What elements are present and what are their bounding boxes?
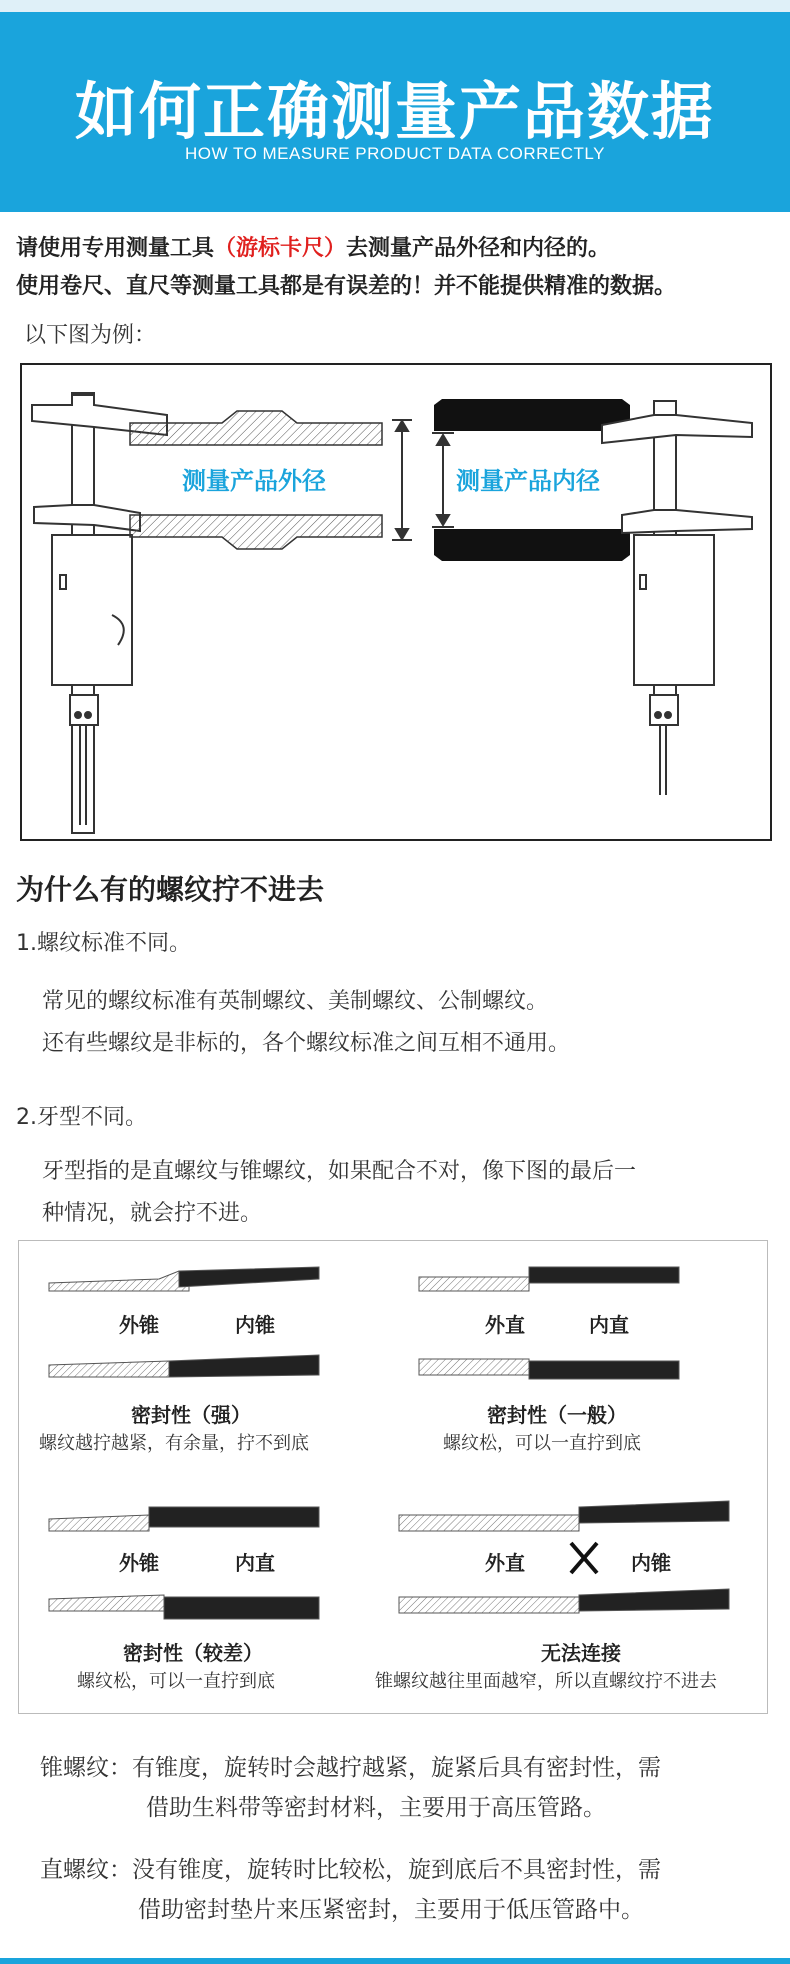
reason-1-title: 1.螺纹标准不同。 bbox=[16, 931, 191, 956]
q2-note: 螺纹松，可以一直拧到底 bbox=[443, 1433, 641, 1454]
q2-right-label: 内直 bbox=[589, 1313, 629, 1337]
q4-right-label: 内锥 bbox=[631, 1551, 671, 1575]
outer-diameter-label: 测量产品外径 bbox=[182, 467, 326, 495]
thread-q2-icon bbox=[419, 1267, 679, 1379]
straight-thread-def-line-2: 借助密封垫片来压紧密封，主要用于低压管路中。 bbox=[138, 1897, 644, 1923]
banner-top-strip bbox=[0, 0, 790, 12]
q3-title: 密封性（较差） bbox=[123, 1641, 263, 1665]
right-caliper-icon bbox=[602, 401, 752, 795]
cross-mark-icon bbox=[571, 1543, 597, 1573]
q1-title: 密封性（强） bbox=[131, 1403, 251, 1427]
intro-text bbox=[16, 230, 676, 306]
intro-line-1 bbox=[16, 230, 676, 268]
inner-diameter-label: 测量产品内径 bbox=[456, 467, 600, 495]
q1-right-label: 内锥 bbox=[235, 1313, 275, 1337]
reason-2-line-1: 牙型指的是直螺纹与锥螺纹，如果配合不对，像下图的最后一 bbox=[42, 1159, 637, 1184]
intro-line-1-b: 去测量产品外径和内径的。 bbox=[346, 236, 611, 261]
thread-q1-icon bbox=[49, 1267, 319, 1377]
left-caliper-icon bbox=[32, 393, 167, 833]
q3-left-label: 外锥 bbox=[119, 1551, 159, 1575]
intro-line-1-a: 请使用专用测量工具 bbox=[16, 236, 215, 261]
intro-tool-highlight: （游标卡尺） bbox=[214, 236, 347, 261]
caliper-drawing bbox=[22, 365, 770, 839]
page-title: 如何正确测量产品数据 bbox=[74, 75, 715, 148]
thread-comparison-illustration bbox=[18, 1240, 768, 1714]
why-section-title: 为什么有的螺纹拧不进去 bbox=[16, 873, 325, 906]
q4-note: 锥螺纹越往里面越窄，所以直螺纹拧不进去 bbox=[375, 1671, 717, 1692]
header-banner bbox=[0, 0, 790, 212]
reason-1-line-2: 还有些螺纹是非标的，各个螺纹标准之间互相不通用。 bbox=[42, 1031, 571, 1056]
page-subtitle: HOW TO MEASURE PRODUCT DATA CORRECTLY bbox=[185, 144, 605, 163]
q2-title: 密封性（一般） bbox=[487, 1403, 627, 1427]
thread-q3-icon bbox=[49, 1507, 319, 1619]
q4-title: 无法连接 bbox=[541, 1641, 621, 1665]
caliper-illustration bbox=[20, 363, 772, 841]
q4-left-label: 外直 bbox=[485, 1551, 525, 1575]
taper-thread-def-line-2: 借助生料带等密封材料，主要用于高压管路。 bbox=[146, 1795, 606, 1821]
thread-q4-icon bbox=[399, 1501, 729, 1613]
q1-note: 螺纹越拧越紧，有余量，拧不到底 bbox=[39, 1433, 309, 1454]
reason-2-line-2: 种情况，就会拧不进。 bbox=[42, 1201, 263, 1226]
q3-right-label: 内直 bbox=[235, 1551, 275, 1575]
bottom-divider bbox=[0, 1958, 790, 1964]
taper-thread-def-line-1: 锥螺纹：有锥度，旋转时会越拧越紧，旋紧后具有密封性，需 bbox=[40, 1755, 661, 1781]
q1-left-label: 外锥 bbox=[119, 1313, 159, 1337]
straight-thread-def-line-1: 直螺纹：没有锥度，旋转时比较松，旋到底后不具密封性，需 bbox=[40, 1857, 661, 1883]
intro-line-2: 使用卷尺、直尺等测量工具都是有误差的！并不能提供精准的数据。 bbox=[16, 274, 677, 299]
example-label: 以下图为例： bbox=[24, 323, 157, 348]
q2-left-label: 外直 bbox=[485, 1313, 525, 1337]
reason-2-title: 2.牙型不同。 bbox=[16, 1105, 147, 1130]
q3-note: 螺纹松，可以一直拧到底 bbox=[77, 1671, 275, 1692]
dimension-arrow-icon bbox=[392, 420, 454, 540]
reason-1-line-1: 常见的螺纹标准有英制螺纹、美制螺纹、公制螺纹。 bbox=[42, 989, 549, 1014]
